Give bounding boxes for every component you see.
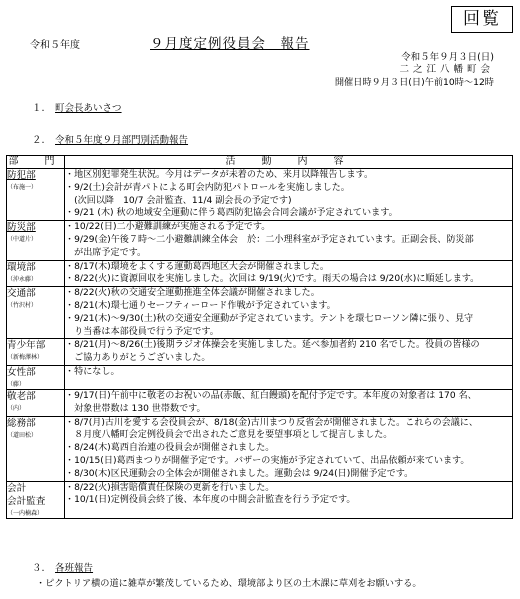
table-body	[7, 169, 513, 519]
table-row	[7, 365, 513, 389]
activity-item: 対象世帯数は 130 世帯数です。	[65, 403, 206, 414]
department-members: （内）	[7, 404, 26, 412]
department-cell	[7, 416, 65, 481]
table-row	[7, 287, 513, 339]
department-name: 青少年部	[7, 340, 46, 352]
activity-item: ・10/22(日)二小避難訓練が実施される予定です。	[65, 222, 271, 233]
activity-cell	[65, 169, 513, 221]
activity-item: ・8/22(火)に資源回収を実施しました。次回は 9/19(火)です。雨天の場合は 9/20(水)に順延します。	[65, 274, 480, 285]
fiscal-year: 令和５年度	[30, 40, 80, 51]
activity-cell	[65, 221, 513, 260]
activity-table	[6, 155, 513, 519]
section-number: ２.	[32, 135, 45, 146]
section-title: 町会長あいさつ	[55, 103, 122, 114]
department-members: （布施一）	[7, 184, 38, 191]
activity-item: ・9/17(日)午前中に敬老のお祝いの品(赤飯、紅白饅頭)を配付予定です。本年度の対象者は 170 名、	[65, 390, 477, 401]
section-heading-greeting	[32, 100, 122, 114]
section-number: １.	[32, 103, 45, 114]
activity-item: ・8/7(月)古川を愛する会役員会が、8/18(金)古川まつり反省会が開催されました。これらの会議に、	[65, 417, 478, 428]
department-cell	[7, 287, 65, 339]
department-members: （藤）	[7, 380, 26, 388]
department-cell	[7, 389, 65, 416]
department-name: 女性部	[7, 366, 36, 378]
department-cell	[7, 365, 65, 389]
activity-item: ・8/21(月)～8/26(土)後期ラジオ体操会を実施しました。延べ参加者約 210 名でした。役員の皆様の	[65, 340, 480, 351]
department-cell	[7, 260, 65, 287]
activity-item: ・8/21(木)環七通りセーフティーロード作戦が予定されています。	[65, 300, 336, 311]
department-members: （新梅澤林）	[7, 354, 44, 362]
activity-item: ・8/17(木)環境をよくする運動葛西地区大会が開催されました。	[65, 261, 329, 272]
department-members: （中道片）	[7, 236, 38, 244]
department-name: 防災部	[7, 222, 36, 234]
activity-item: ・8/30(木)区民運動会の全体会が開催されました。運動会は 9/24(日)開催予定です。	[65, 468, 414, 479]
department-name: 防犯部	[7, 170, 36, 181]
page-title: ９月度定例役員会 報告	[150, 36, 310, 52]
header-activity: 活 動 内 容	[65, 156, 513, 169]
department-name: 総務部	[7, 417, 36, 429]
section-heading-group-reports	[32, 560, 93, 574]
activity-item: ・9/21(木)～9/30(土)秋の交通安全運動が予定されています。テントを環七ローソン隣に張り、見守	[65, 313, 474, 324]
department-members: （竹沢村）	[7, 302, 38, 310]
organization-name: 二之江八幡町会	[399, 64, 494, 75]
activity-item: が出席予定です。	[65, 247, 147, 258]
activity-item: ・10/1(日)定例役員会終了後、本年度の中間会計監査を行う予定です。	[65, 495, 356, 506]
section-title: 各班報告	[55, 563, 94, 574]
activity-item: ・地区別犯罪発生状況。今月はデータが未着のため、来月以降報告します。	[65, 170, 374, 180]
department-cell	[7, 481, 65, 518]
activity-cell	[65, 339, 513, 366]
section-heading-activities	[32, 132, 188, 146]
report-date: 令和５年９月３日(日)	[401, 52, 494, 63]
activity-cell	[65, 481, 513, 518]
group-report-text: ・ピクトリア横の道に雑草が繁茂しているため、環境部より区の土木課に草刈をお願いする。	[36, 578, 422, 589]
activity-item: ・9/29(金)午後７時～二小避難訓練全体会 於：二小理科室が予定されています。正副会長、防災部	[65, 234, 474, 245]
activity-item: ・8/22(火)損害賠償責任保険の更新を行いました。	[65, 482, 275, 493]
header-department: 部 門	[8, 156, 63, 167]
activity-cell	[65, 389, 513, 416]
table-row	[7, 416, 513, 481]
activity-item: ・10/15(日)葛西まつりが開催予定です。バザーの実施が予定されていて、出品依頼が来ています。	[65, 455, 470, 466]
department-cell	[7, 221, 65, 260]
activity-cell	[65, 287, 513, 339]
activity-item: ・特になし。	[65, 366, 120, 377]
department-name: 敬老部	[7, 390, 36, 402]
meeting-datetime: 開催日時９月３日(日)午前10時～12時	[334, 77, 494, 88]
department-name: 環境部	[7, 261, 36, 273]
activity-item: (次回以降 10/7 会計監査、11/4 副会長の予定です)	[65, 195, 292, 206]
table-row	[7, 221, 513, 260]
table-row	[7, 389, 513, 416]
activity-cell	[65, 260, 513, 287]
table-row	[7, 260, 513, 287]
activity-item: ・9/2(土)会計が青パトによる町会内防犯パトロールを実施しました。	[65, 182, 350, 193]
activity-item: ・9/21 (木) 秋の地域安全運動に伴う葛西防犯協会合同会議が予定されています。	[65, 208, 398, 219]
table-row	[7, 339, 513, 366]
department-name: 会計	[7, 482, 27, 494]
section-number: ３.	[32, 563, 45, 574]
department-name: 交通部	[7, 288, 36, 300]
activity-item: り当番は本部役員で行う予定です。	[65, 326, 219, 337]
department-cell	[7, 339, 65, 366]
table-header-row	[7, 156, 513, 169]
activity-cell	[65, 416, 513, 481]
department-members: （沖永藤）	[7, 275, 38, 283]
department-name: 会計監査	[7, 495, 46, 507]
circulation-stamp: 回覧	[451, 6, 513, 33]
department-cell	[7, 169, 65, 221]
activity-item: ご協力ありがとうございました。	[65, 353, 211, 364]
table-row	[7, 481, 513, 518]
activity-item: ・8/22(火)秋の交通安全運動推進全体会議が開催されました。	[65, 288, 320, 299]
section-title: 令和５年度９月部門別活動報告	[55, 135, 189, 146]
table-row	[7, 169, 513, 221]
activity-item: ・8/24(木)葛西自治連の役員会が開催されました。	[65, 443, 275, 454]
department-members: （一内楠森）	[7, 509, 44, 517]
activity-item: ８月度八幡町会定例役員会で出されたご意見を要望事項として提言しました。	[65, 430, 393, 441]
department-members: （道田松）	[7, 431, 38, 439]
activity-cell	[65, 365, 513, 389]
